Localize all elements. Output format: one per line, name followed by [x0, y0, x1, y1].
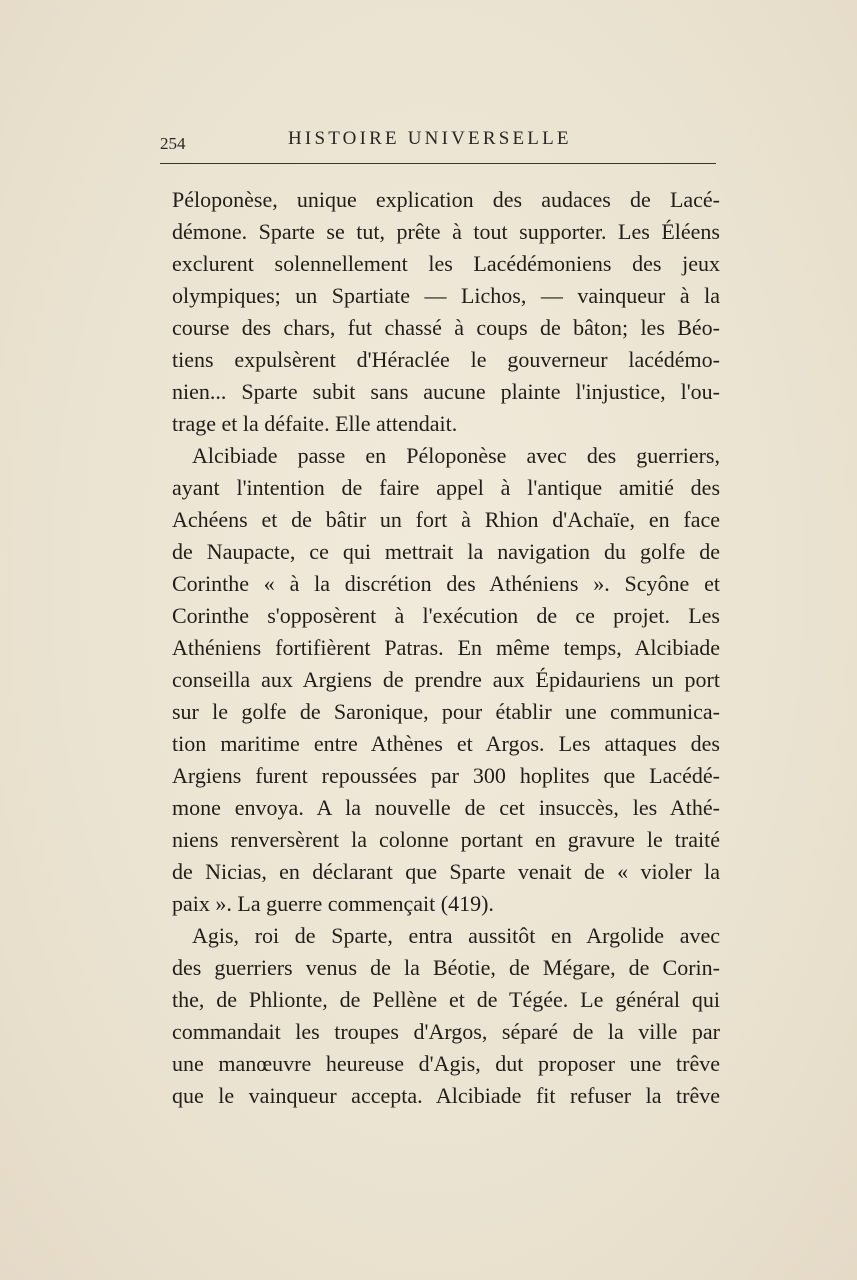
text-line: tiens expulsèrent d'Héraclée le gouverneur lacédémo- [172, 347, 720, 372]
text-line: de Naupacte, ce qui mettrait la navigation du golfe de [172, 539, 720, 564]
text-line: Argiens furent repoussées par 300 hoplites que Lacédé- [172, 763, 720, 788]
text-line: des guerriers venus de la Béotie, de Mégare, de Corin- [172, 955, 720, 980]
paragraph-2 [172, 440, 720, 920]
text-line: que le vainqueur accepta. Alcibiade fit refuser la trêve [172, 1083, 720, 1108]
paragraph-1 [172, 184, 720, 440]
text-line: démone. Sparte se tut, prête à tout supporter. Les Éléens [172, 219, 720, 244]
running-title: HISTOIRE UNIVERSELLE [288, 128, 572, 149]
text-line: niens renversèrent la colonne portant en gravure le traité [172, 827, 720, 852]
text-line: Corinthe « à la discrétion des Athéniens ». Scyône et [172, 571, 720, 596]
text-line: Corinthe s'opposèrent à l'exécution de ce projet. Les [172, 603, 720, 628]
text-line: sur le golfe de Saronique, pour établir une communica- [172, 699, 720, 724]
text-line: the, de Phlionte, de Pellène et de Tégée. Le général qui [172, 987, 720, 1012]
text-line: Athéniens fortifièrent Patras. En même temps, Alcibiade [172, 635, 720, 660]
text-line: exclurent solennellement les Lacédémoniens des jeux [172, 251, 720, 276]
page-number: 254 [160, 134, 186, 153]
body-text [172, 184, 720, 1112]
text-line: Alcibiade passe en Péloponèse avec des guerriers, [192, 443, 720, 468]
header-rule [160, 163, 716, 164]
text-line: conseilla aux Argiens de prendre aux Épidauriens un port [172, 667, 720, 692]
page-header [160, 128, 716, 158]
text-line: mone envoya. A la nouvelle de cet insuccès, les Athé- [172, 795, 720, 820]
text-line: commandait les troupes d'Argos, séparé de la ville par [172, 1019, 720, 1044]
text-line: trage et la défaite. Elle attendait. [172, 411, 458, 436]
text-line: une manœuvre heureuse d'Agis, dut proposer une trêve [172, 1051, 720, 1076]
text-line: Agis, roi de Sparte, entra aussitôt en Argolide avec [192, 923, 720, 948]
paragraph-3 [172, 920, 720, 1112]
text-line: course des chars, fut chassé à coups de bâton; les Béo- [172, 315, 720, 340]
text-line: paix ». La guerre commençait (419). [172, 891, 494, 916]
text-line: olympiques; un Spartiate — Lichos, — vainqueur à la [172, 283, 720, 308]
text-line: Achéens et de bâtir un fort à Rhion d'Achaïe, en face [172, 507, 720, 532]
text-line: de Nicias, en déclarant que Sparte venait de « violer la [172, 859, 720, 884]
text-line: ayant l'intention de faire appel à l'antique amitié des [172, 475, 720, 500]
text-line: nien... Sparte subit sans aucune plainte l'injustice, l'ou- [172, 379, 720, 404]
text-line: Péloponèse, unique explication des audaces de Lacé- [172, 187, 720, 212]
text-line: tion maritime entre Athènes et Argos. Les attaques des [172, 731, 720, 756]
